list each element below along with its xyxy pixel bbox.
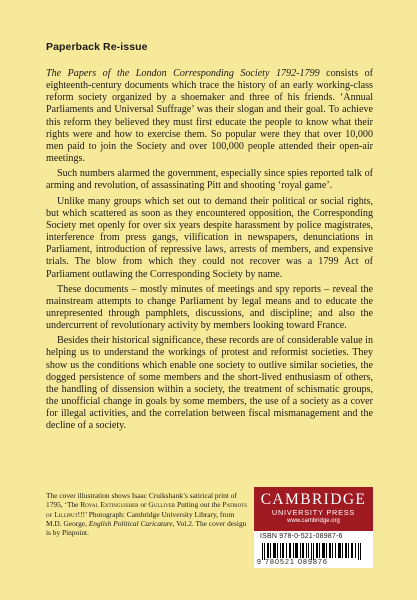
- blurb: [46, 68, 373, 436]
- publisher-url: www.cambridge.org: [287, 518, 340, 524]
- publisher-name: CAMBRIDGE: [260, 491, 367, 508]
- credit-smallcaps-b: Gulliver: [148, 500, 176, 510]
- publisher-subtitle: UNIVERSITY PRESS: [271, 508, 356, 517]
- credit-text-a: The cover illustration shows Isaac Cruikshank’s satirical print of 1795, ‘The: [46, 491, 237, 510]
- paragraph-1-text: consists of eighteenth-century documents which trace the history of an early working-class reform society organized by a shoemaker and three of his friends. ‘Annual Parliaments and Universal Suffrage’ was their slogan and their goal. To achieve this reform they believed they must first educate the people to know what their rights were and how to exercise them. So popular were they that over 10,000 men paid to join the Society and over 100,000 people attended their open-air meetings.: [46, 68, 373, 165]
- barcode-panel: [254, 531, 373, 568]
- paragraph-3: Unlike many groups which set out to demand their political or social rights, but which scattered as soon as they encountered opposition, the Corresponding Society met openly for over six years despite harassment by police magistrates, interference from press gangs, vilification in newspapers, denunciations in Parliament, introduction of repressive laws, arrests of members, and expensive trials. The blow from which they could not recover was a 1799 Act of Parliament outlawing the Corresponding Society by name.: [46, 195, 373, 280]
- credit-smallcaps-a: Royal Extinguisher: [80, 500, 139, 510]
- credit-text-e: , Vol.2. The cover design is by Pinpoint.: [46, 518, 247, 538]
- paragraph-5: Besides their historical significance, these records are of considerable value in helping us to understand the workings of protest and reformist societies. They show us the conditions which enable one society to outlive similar societies, the dogged persistence of some members and the short-lived enthusiasm of others, the handling of dissension within a society, the treatment of schismatic groups, the unofficial change in goals by some members, the use of a society as a cover for illegal activities, and the correlation between fiscal mismanagement and the decline of a society.: [46, 335, 373, 432]
- paragraph-1: [46, 68, 373, 165]
- section-heading: Paperback Re-issue: [46, 41, 148, 53]
- credit-text-c: Putting out the: [175, 500, 223, 510]
- credit-text-b: or: [138, 500, 149, 510]
- paragraph-4: These documents – mostly minutes of meetings and spy reports – reveal the mainstream attempts to change Parliament by legal means and to educate the unrepresented through pamphlets, discussions, and discipline; and also the undercurrent of revolutionary activity by members looking toward France.: [46, 283, 373, 332]
- credit-smallcaps-c: Patriots of Lilliput: [46, 500, 248, 519]
- barcode-icon: [260, 543, 366, 560]
- isbn-label: ISBN 978-0-521-08987-6: [260, 533, 343, 540]
- paragraph-2: Such numbers alarmed the government, especially since spies reported talk of arming and revolution, of assassinating Pitt and shooting ‘royal game’.: [46, 168, 373, 192]
- cover-credit: [46, 491, 251, 537]
- barcode-digits: 9 780521 089876: [257, 559, 328, 566]
- credit-text-d: !!!’ Photograph: Cambridge University Library, from M.D. George,: [46, 509, 235, 528]
- publisher-logo-box: [254, 487, 373, 531]
- credit-italic-title: English Political Caricature: [88, 518, 173, 528]
- book-title: The Papers of the London Corresponding Society 1792-1799: [46, 68, 320, 79]
